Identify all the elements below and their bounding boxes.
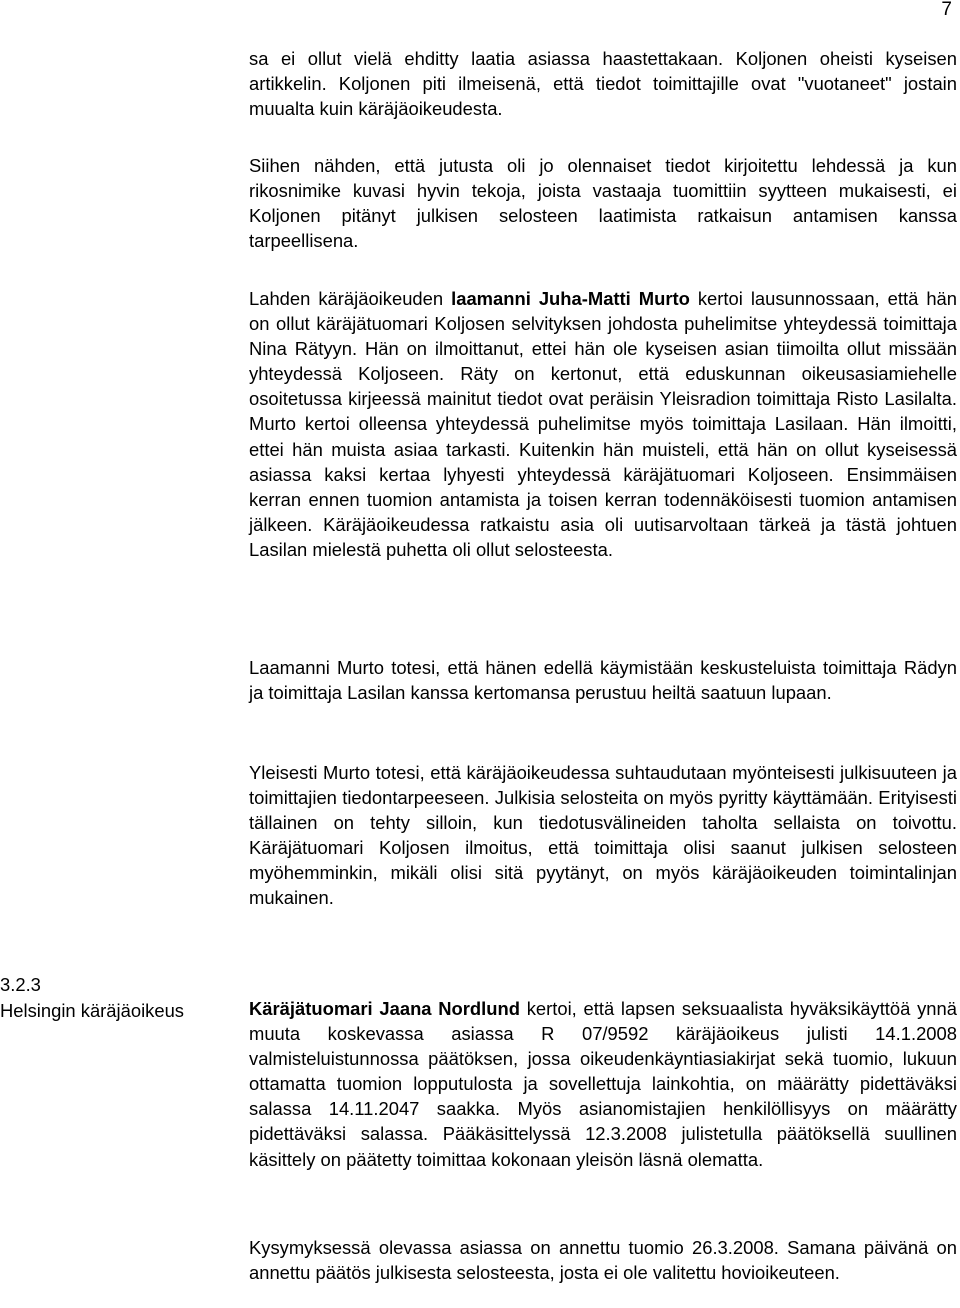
paragraph-3 — [249, 286, 957, 562]
paragraph-1 — [249, 46, 957, 121]
paragraph-2 — [249, 153, 957, 253]
paragraph-6 — [249, 996, 957, 1172]
paragraph-text — [249, 996, 957, 1172]
paragraph-text: Yleisesti Murto totesi, että käräjäoikeudessa suhtaudutaan myönteisesti julkisuuteen ja toimittajien tiedontarpeeseen. Julkisia selosteita on myös pyritty käyttämään. Erityisesti tällainen on tehty silloin, kun tiedotusvälineiden taholta sellaista on toivottu. Käräjätuomari Koljosen ilmoitus, että toimittaja olisi saanut julkisen selosteen myöhemminkin, mikäli olisi sitä pyytänyt, on myös käräjäoikeuden toimintalinjan mukainen. — [249, 762, 957, 909]
person-name-nordlund: Käräjätuomari Jaana Nordlund — [249, 998, 520, 1019]
paragraph-7 — [249, 1235, 957, 1285]
section-number: 3.2.3 — [0, 974, 41, 995]
paragraph-text: Siihen nähden, että jutusta oli jo olennaiset tiedot kirjoitettu lehdessä ja kun rikosnimike kuvasi hyvin tekoja, joista vastaaja tuomittiin syytteen mukaisesti, ei Koljonen pitänyt julkisen selosteen laatimista ratkaisun antamisen kanssa tarpeellisena. — [249, 155, 957, 252]
paragraph-text: Laamanni Murto totesi, että hänen edellä käymistään keskusteluista toimittaja Rädyn ja toimittaja Lasilan kanssa kertomansa perustuu heiltä saatuun lupaan. — [249, 657, 957, 704]
paragraph-5 — [249, 760, 957, 911]
paragraph-4 — [249, 655, 957, 705]
paragraph-text — [249, 286, 957, 562]
paragraph-text-lead: Lahden käräjäoikeuden — [249, 288, 452, 309]
paragraph-text: sa ei ollut vielä ehditty laatia asiassa haastettakaan. Koljonen oheisti kyseisen artikkelin. Koljonen piti ilmeisenä, että tiedot toimittajille ovat "vuotaneet" jostain muualta kuin käräjäoikeudesta. — [249, 48, 957, 120]
section-title: Helsingin käräjäoikeus — [0, 1000, 185, 1021]
paragraph-text-rest: kertoi lausunnossaan, että hän on ollut käräjätuomari Koljosen selvityksen johdosta puhelimitse yhteydessä toimittaja Nina Rätyyn. Hän on ilmoittanut, ettei hän ole kyseisen asian tiimoilta ollut missään yhteydessä Koljoseen. Räty on kertonut, että eduskunnan oikeusasiamiehelle osoitetussa kirjeessä mainitut tiedot ovat peräisin Yleisradion toimittaja Risto Lasilalta. Murto kertoi olleensa yhteydessä puhelimitse myös toimittaja Lasilaan. Hän ilmoitti, ettei hän muista asiaa tarkasti. Kuitenkin hän muisteli, että hän on ollut kyseisessä asiassa kaksi kertaa lyhyesti yhteydessä käräjätuomari Koljoseen. Ensimmäisen kerran ennen tuomion antamista ja toisen kerran todennäköisesti tuomion antamisen jälkeen. Käräjäoikeudessa ratkaistu asia oli uutisarvoltaan tärkeä ja tästä johtuen Lasilan mielestä puhetta oli ollut selosteesta. — [249, 288, 958, 560]
person-name-murto: laamanni Juha-Matti Murto — [451, 288, 690, 309]
paragraph-text: Kysymyksessä olevassa asiassa on annettu tuomio 26.3.2008. Samana päivänä on annettu päätös julkisesta selosteesta, josta ei ole valitettu hovioikeuteen. — [249, 1237, 957, 1284]
page-number: 7 — [941, 0, 952, 20]
paragraph-text-rest: kertoi, että lapsen seksuaalista hyväksikäyttöä ynnä muuta koskevassa asiassa R 07/9592 käräjäoikeus julisti 14.1.2008 valmisteluistunnossa päätöksen, jossa oikeudenkäyntiasiakirjat sekä tuomio, lukuun ottamatta tuomion lopputulosta ja sovellettuja lainkohtia, on määrätty pidettäväksi salassa 14.11.2047 saakka. Myös asianomistajien henkilöllisyys on määrätty pidettäväksi salassa. Pääkäsittelyssä 12.3.2008 julistetulla päätöksellä suullinen käsittely on päätetty toimittaa kokonaan yleisön läsnä olematta. — [249, 998, 957, 1170]
